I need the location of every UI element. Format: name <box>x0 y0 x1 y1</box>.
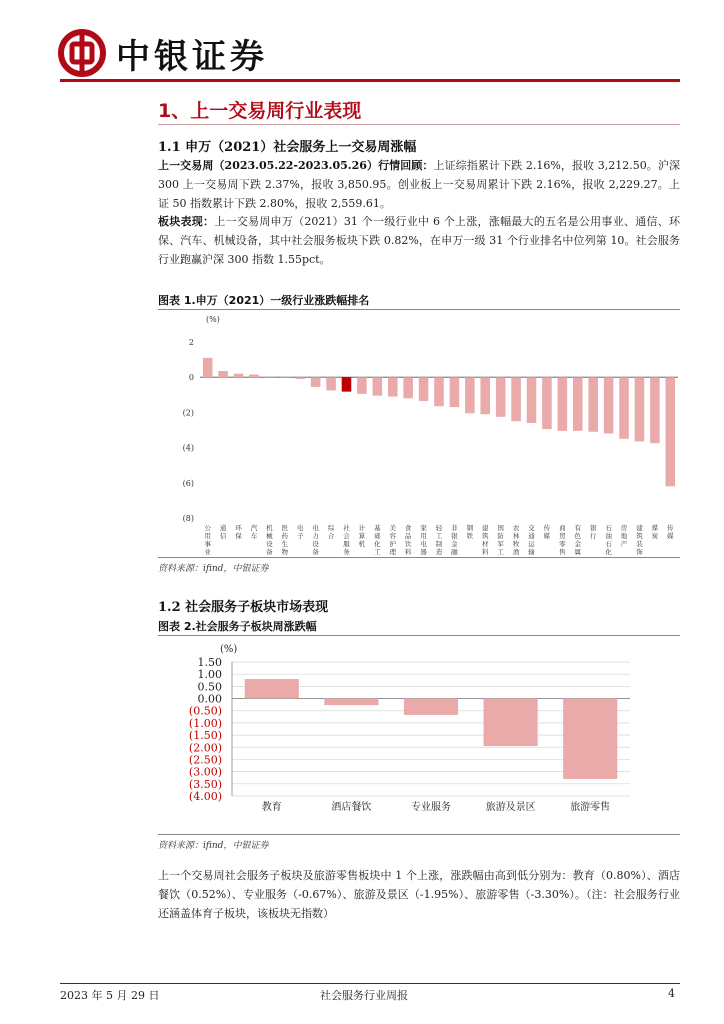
chart1-category-label: 环保 <box>235 524 242 540</box>
chart2-y-tick-label: 1.50 <box>197 656 222 669</box>
chart1-category-label: 有色金属 <box>574 524 582 556</box>
chart1-category-label: 传媒 <box>543 524 551 540</box>
chart2-bar <box>245 679 299 698</box>
chart1-y-tick-label: (4) <box>182 443 194 453</box>
chart1-bar <box>450 377 460 407</box>
chart1-category-label: 建筑装饰 <box>636 524 643 556</box>
chart1-bar <box>265 377 275 378</box>
chart1-bar <box>419 377 429 401</box>
chart2-y-tick-label: (3.00) <box>188 765 222 779</box>
chart2-y-tick-label: (0.50) <box>188 704 222 718</box>
header-logo <box>58 28 268 78</box>
sub-sector-summary-paragraph: 上一个交易周社会服务子板块及旅游零售板块中 1 个上涨，涨跌幅由高到低分别为：教育（0.80%）、酒店餐饮（0.52%）、专业服务（-0.67%）、旅游及景区（-1.95%）、旅游零售（-3.30%）。（注：社会服务行业还涵盖体育子板块，该板块无指数） <box>158 869 680 920</box>
footer-rule <box>60 983 680 984</box>
chart2-category-label: 酒店餐饮 <box>331 802 372 813</box>
chart1-bar <box>326 377 336 390</box>
chart1-bar <box>573 377 583 431</box>
chart2-y-tick-label: (3.50) <box>188 777 222 791</box>
chart1-bar <box>542 377 552 429</box>
chart1-bar <box>619 377 629 439</box>
chart1-category-label: 建筑材料 <box>482 524 489 556</box>
bank-of-china-logo-icon <box>58 29 106 77</box>
sub-sector-chart <box>158 638 680 832</box>
chart1-bar <box>234 374 244 378</box>
chart1-category-label: 通信 <box>219 524 227 540</box>
chart1-y-tick-label: (2) <box>182 408 194 418</box>
figure2-title: 图表 2.社会服务子板块周涨跌幅 <box>158 620 317 633</box>
chart1-category-label: 计算机 <box>358 524 366 548</box>
chart1-bar <box>604 377 614 433</box>
chart1-category-label: 机械设备 <box>266 524 273 556</box>
figure2-source: 资料来源：ifind，中银证券 <box>158 841 269 851</box>
section-title: 1、上一交易周行业表现 <box>158 100 362 122</box>
chart2-y-tick-label: (2.00) <box>188 741 222 755</box>
subsection-title-1: 1.1 申万（2021）社会服务上一交易周涨幅 <box>158 140 417 155</box>
chart1-bar <box>388 377 398 396</box>
footer-page-number: 4 <box>668 987 675 1000</box>
chart2-unit-label: (%) <box>220 644 238 655</box>
chart2-category-label: 专业服务 <box>411 802 451 813</box>
chart1-category-label: 钢铁 <box>466 524 474 540</box>
figure2-chart <box>158 638 680 836</box>
chart2-y-tick-label: 0.50 <box>197 680 222 694</box>
chart2-y-tick-label: (2.50) <box>188 753 222 767</box>
chart1-bar <box>527 377 537 423</box>
header-rule <box>60 79 680 82</box>
chart1-bar <box>666 377 676 486</box>
chart2-bar <box>404 699 458 715</box>
chart1-category-label: 石油石化 <box>605 524 612 556</box>
chart1-category-label: 基础化工 <box>374 524 381 556</box>
chart2-y-tick-label: (4.00) <box>188 790 222 803</box>
chart2-bar <box>563 699 617 779</box>
sector-performance-lead: 板块表现： <box>158 215 215 228</box>
chart1-bar <box>434 377 444 406</box>
chart1-category-label: 家用电器 <box>420 524 427 556</box>
figure1-source: 资料来源：ifind，中银证券 <box>158 564 269 574</box>
chart1-category-label: 房地产 <box>620 524 628 548</box>
chart1-bar <box>480 377 490 414</box>
chart1-category-label: 非银金融 <box>451 524 458 556</box>
chart2-bar <box>484 699 538 747</box>
chart1-bar <box>357 377 367 394</box>
chart1-bar <box>465 377 475 413</box>
chart1-category-label: 农林牧渔 <box>512 524 520 556</box>
chart1-bar <box>280 377 290 378</box>
figure1-top-rule <box>158 309 680 310</box>
chart1-bar <box>635 377 645 441</box>
chart1-y-tick-label: (6) <box>182 478 194 488</box>
chart2-bar <box>324 699 378 706</box>
industry-ranking-chart <box>158 312 680 556</box>
chart1-bar <box>511 377 521 421</box>
chart1-category-label: 交通运输 <box>528 524 535 556</box>
chart1-category-label: 国防军工 <box>497 524 504 556</box>
chart1-category-label: 电力设备 <box>312 524 319 556</box>
chart2-y-tick-label: (1.50) <box>188 729 222 743</box>
figure1-bottom-rule <box>158 557 680 558</box>
chart1-bar <box>403 377 413 398</box>
market-review-body: 上证综指累计下跌 2.16%，报收 3,212.50。沪深 300 上一交易周下跌 2.37%，报收 3,850.95。创业板上一交易周累计下跌 2.16%，报收 2,229.27。上证 50 指数累计下跌 2.80%，报收 2,559.61。 <box>158 159 680 210</box>
footer-date: 2023 年 5 月 29 日 <box>60 989 160 1002</box>
figure2-top-rule <box>158 635 680 636</box>
chart1-category-label: 电子 <box>296 524 304 540</box>
chart1-category-label: 公用事业 <box>204 524 211 556</box>
chart2-y-tick-label: 0.00 <box>197 692 222 706</box>
chart1-category-label: 银行 <box>589 524 597 540</box>
market-review-lead: 上一交易周（2023.05.22-2023.05.26）行情回顾： <box>158 159 434 172</box>
chart1-category-label: 综合 <box>327 524 335 540</box>
footer-report-name: 社会服务行业周报 <box>320 989 408 1002</box>
chart2-category-label: 旅游及景区 <box>485 802 536 813</box>
chart1-category-label: 商贸零售 <box>559 524 566 556</box>
chart1-bar <box>342 377 352 391</box>
chart1-category-label: 食品饮料 <box>404 524 412 556</box>
sector-performance-body: 上一交易周申万（2021）31 个一级行业中 6 个上涨，涨幅最大的五名是公用事业、通信、环保、汽车、机械设备，其中社会服务板块下跌 0.82%，在申万一级 31 个行业排名中位列第 10。社会服务行业跑赢沪深 300 指数 1.55pct。 <box>158 215 680 266</box>
chart1-category-label: 传媒 <box>667 524 674 540</box>
figure2-bottom-rule <box>158 834 680 835</box>
figure1-chart <box>158 312 680 560</box>
chart1-bar <box>496 377 506 417</box>
chart1-bar <box>203 358 213 377</box>
chart1-bar <box>218 371 228 377</box>
chart1-category-label: 轻工制造 <box>435 524 443 556</box>
chart1-unit-label: (%) <box>206 315 220 324</box>
chart1-y-tick-label: 0 <box>188 373 194 383</box>
chart1-category-label: 医药生物 <box>281 524 289 556</box>
chart1-category-label: 汽车 <box>250 524 258 540</box>
chart2-category-label: 旅游零售 <box>570 802 611 813</box>
chart1-bar <box>295 377 305 379</box>
chart1-bar <box>373 377 383 395</box>
chart2-y-tick-label: (1.00) <box>188 716 222 730</box>
figure1-title: 图表 1.申万（2021）一级行业涨跌幅排名 <box>158 294 370 307</box>
market-review-paragraph <box>158 156 680 213</box>
chart1-category-label: 煤炭 <box>651 524 659 540</box>
brand-name: 中银证券 <box>116 36 268 77</box>
section-rule <box>158 124 680 125</box>
chart2-y-tick-label: 1.00 <box>197 668 222 682</box>
chart1-bar <box>249 375 259 378</box>
chart2-category-label: 教育 <box>261 802 282 813</box>
chart1-y-tick-label: 2 <box>188 338 194 347</box>
chart1-category-label: 社会服务 <box>343 524 350 556</box>
chart1-y-tick-label: (8) <box>182 514 194 523</box>
sector-performance-paragraph <box>158 212 680 269</box>
chart1-bar <box>588 377 598 432</box>
chart1-bar <box>311 377 321 387</box>
chart1-category-label: 美容护理 <box>389 524 396 556</box>
chart1-bar <box>558 377 568 431</box>
chart1-bar <box>650 377 660 443</box>
subsection-title-2: 1.2 社会服务子板块市场表现 <box>158 600 329 615</box>
